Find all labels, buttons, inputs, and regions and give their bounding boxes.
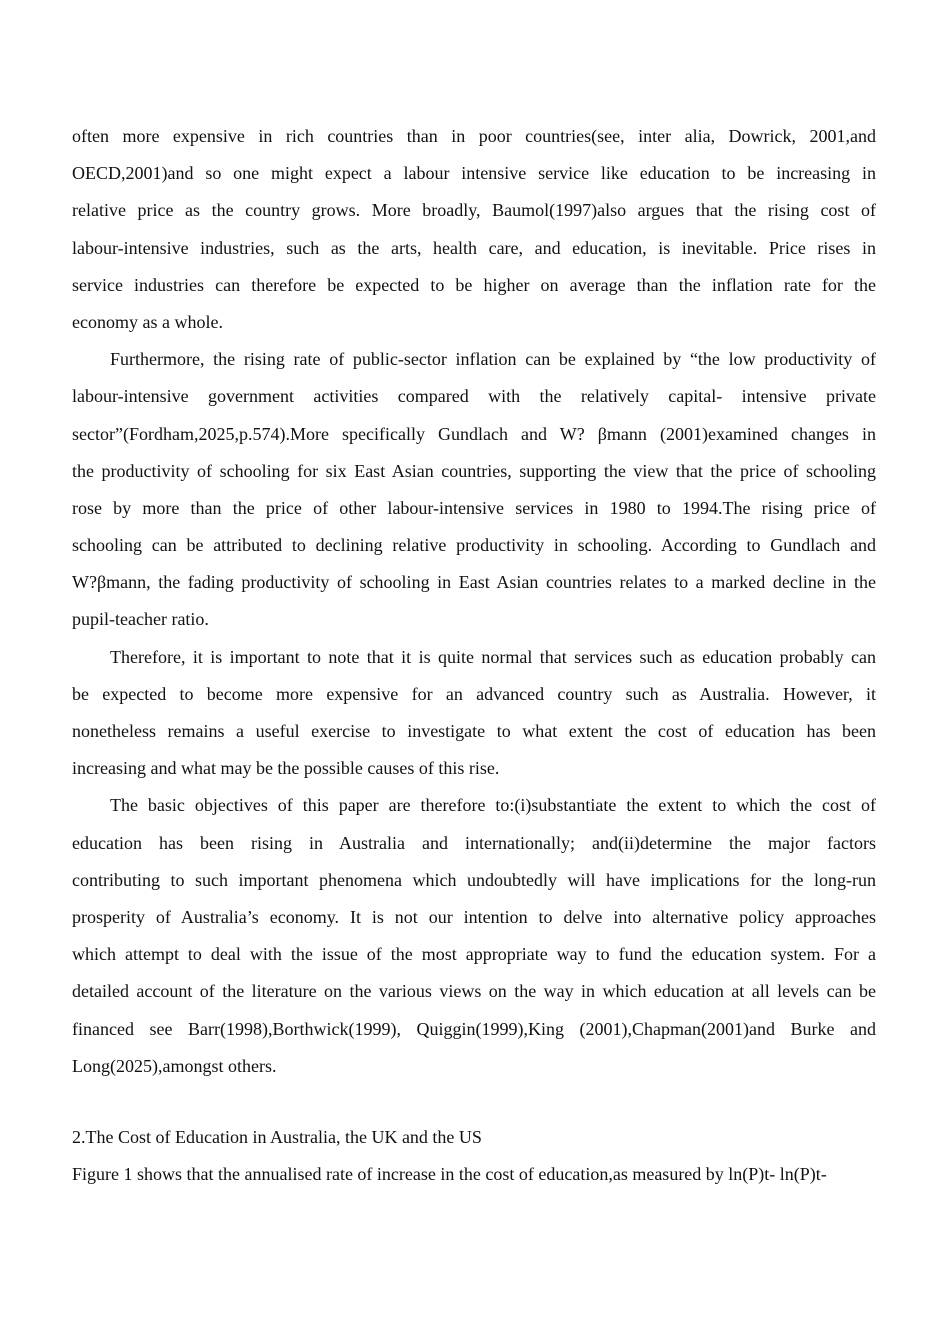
paragraph bbox=[72, 118, 876, 341]
text-line: detailed account of the literature on the various views on the way in which education at all levels can be bbox=[72, 981, 876, 1002]
text-line: prosperity of Australia’s economy. It is not our intention to delve into alternative policy approaches bbox=[72, 906, 876, 927]
text-line: economy as a whole. bbox=[72, 311, 223, 332]
paragraph bbox=[72, 787, 876, 1085]
text-line: nonetheless remains a useful exercise to investigate to what extent the cost of education has been bbox=[72, 721, 876, 741]
text-line: Figure 1 shows that the annualised rate of increase in the cost of education,as measured by ln(P)t- ln(P)t- bbox=[72, 1164, 827, 1185]
text-line: labour-intensive government activities compared with the relatively capital- intensive private bbox=[72, 386, 876, 407]
text-line: sector”(Fordham,2025,p.574).More specifically Gundlach and W? βmann (2001)examined changes in bbox=[72, 423, 876, 444]
text-line: which attempt to deal with the issue of the most appropriate way to fund the education system. For a bbox=[72, 944, 876, 965]
paragraph bbox=[72, 639, 876, 788]
text-line: pupil-teacher ratio. bbox=[72, 609, 209, 630]
text-line: often more expensive in rich countries than in poor countries(see, inter alia, Dowrick, 2001,and bbox=[72, 126, 876, 146]
text-line: service industries can therefore be expected to be higher on average than the inflation rate for the bbox=[72, 274, 876, 295]
text-line: contributing to such important phenomena which undoubtedly will have implications for the long-run bbox=[72, 869, 876, 890]
text-line: Long(2025),amongst others. bbox=[72, 1055, 277, 1076]
text-line: the productivity of schooling for six East Asian countries, supporting the view that the price of schooling bbox=[72, 460, 876, 481]
text-line: The basic objectives of this paper are therefore to:(i)substantiate the extent to which the cost of bbox=[110, 795, 876, 816]
text-line: be expected to become more expensive for an advanced country such as Australia. However, it bbox=[72, 683, 876, 704]
text-line: education has been rising in Australia and internationally; and(ii)determine the major factors bbox=[72, 832, 876, 853]
text-line: W?βmann, the fading productivity of schooling in East Asian countries relates to a marked decline in the bbox=[72, 572, 876, 593]
text-line: Furthermore, the rising rate of public-sector inflation can be explained by “the low productivity of bbox=[110, 349, 876, 370]
text-line: increasing and what may be the possible causes of this rise. bbox=[72, 758, 500, 779]
text-line: schooling can be attributed to declining relative productivity in schooling. According to Gundlach and bbox=[72, 535, 876, 556]
section-heading: 2.The Cost of Education in Australia, the UK and the US bbox=[72, 1126, 482, 1147]
document-page bbox=[72, 118, 876, 1193]
text-line: relative price as the country grows. More broadly, Baumol(1997)also argues that the rising cost of bbox=[72, 200, 876, 221]
text-line: rose by more than the price of other labour-intensive services in 1980 to 1994.The rising price of bbox=[72, 497, 876, 518]
text-line: OECD,2001)and so one might expect a labour intensive service like education to be increasing in bbox=[72, 163, 876, 184]
text-line: financed see Barr(1998),Borthwick(1999), Quiggin(1999),King (2001),Chapman(2001)and Burke and bbox=[72, 1018, 876, 1039]
paragraph bbox=[72, 341, 876, 639]
text-line: Therefore, it is important to note that it is quite normal that services such as education probably can bbox=[110, 646, 876, 667]
text-line: labour-intensive industries, such as the arts, health care, and education, is inevitable. Price rises in bbox=[72, 237, 876, 258]
